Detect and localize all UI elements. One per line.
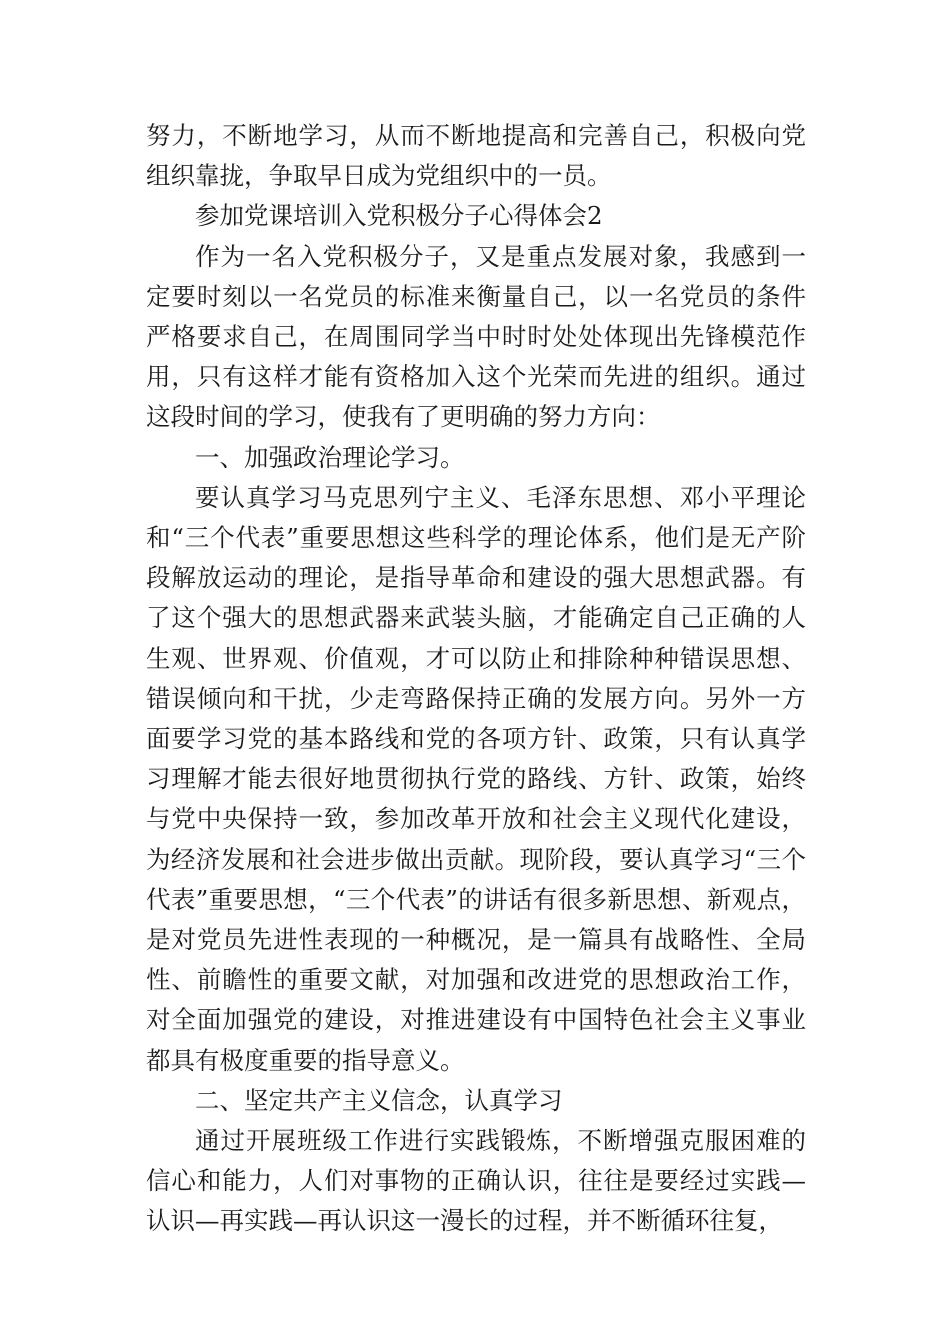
- subheading-two: 二、坚定共产主义信念，认真学习: [195, 1085, 563, 1115]
- section-heading: 参加党课培训入党积极分子心得体会2: [195, 201, 603, 231]
- subheading-one: 一、加强政治理论学习。: [195, 442, 465, 472]
- document-page: [146, 116, 806, 1242]
- paragraph: 要认真学习马克思列宁主义、毛泽东思想、邓小平理论和“三个代表”重要思想这些科学的理论体系，他们是无产阶段解放运动的理论，是指导革命和建设的强大思想武器。有了这个强大的思想武器来武装头脑，才能确定自己正确的人生观、世界观、价值观，才可以防止和排除种种错误思想、错误倾向和干扰，少走弯路保持正确的发展方向。另外一方面要学习党的基本路线和党的各项方针、政策，只有认真学习理解才能去很好地贯彻执行党的路线、方针、政策，始终与党中央保持一致，参加改革开放和社会主义现代化建设，为经济发展和社会进步做出贡献。现阶段，要认真学习“三个代表”重要思想，“三个代表”的讲话有很多新思想、新观点，是对党员先进性表现的一种概况，是一篇具有战略性、全局性、前瞻性的重要文献，对加强和改进党的思想政治工作，对全面加强党的建设，对推进建设有中国特色社会主义事业都具有极度重要的指导意义。: [146, 482, 806, 1075]
- paragraph-continuation: 努力，不断地学习，从而不断地提高和完善自己，积极向党组织靠拢，争取早日成为党组织中的一员。: [146, 121, 806, 191]
- paragraph: 作为一名入党积极分子，又是重点发展对象，我感到一定要时刻以一名党员的标准来衡量自己，以一名党员的条件严格要求自己，在周围同学当中时时处处体现出先锋模范作用，只有这样才能有资格加入这个光荣而先进的组织。通过这段时间的学习，使我有了更明确的努力方向：: [146, 241, 806, 432]
- paragraph: 通过开展班级工作进行实践锻炼，不断增强克服困难的信心和能力，人们对事物的正确认识，往往是要经过实践—认识—再实践—再认识这一漫长的过程，并不断循环往复，: [146, 1126, 806, 1236]
